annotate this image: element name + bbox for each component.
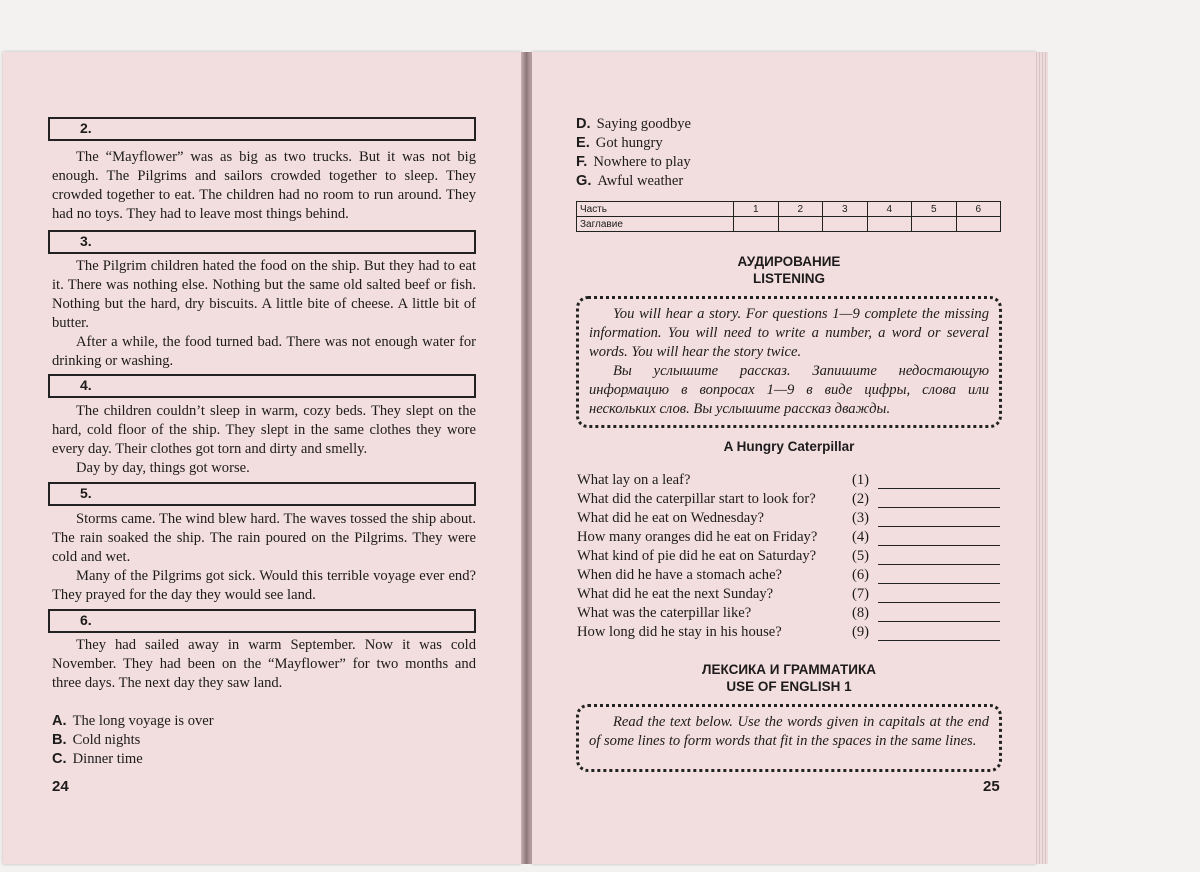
question-number: (6) — [852, 567, 870, 583]
section-header-6 — [48, 609, 476, 633]
answer-line[interactable] — [878, 583, 1000, 584]
section-body-3 — [52, 257, 476, 371]
section-number: 4. — [80, 377, 92, 393]
option-d — [576, 115, 691, 134]
table-row — [577, 217, 1001, 232]
table-row-label: Часть — [577, 202, 734, 217]
table-col-header: 5 — [912, 202, 957, 217]
paragraph: The “Mayflower” was as big as two trucks. But it was not big enough. The Pilgrims and sailors crowded together to sleep. They crowded together to eat. The children had no room to run around. They had no toys. They had to leave most things behind. — [52, 149, 476, 222]
section-number: 2. — [80, 120, 92, 136]
option-letter: D. — [576, 116, 591, 132]
heading-ru: ЛЕКСИКА И ГРАММАТИКА — [702, 662, 876, 677]
option-text: Nowhere to play — [593, 154, 691, 170]
answer-cell[interactable] — [823, 217, 868, 232]
table-col-header: 6 — [956, 202, 1001, 217]
option-text: The long voyage is over — [72, 713, 214, 729]
question-text: What kind of pie did he eat on Saturday? — [577, 548, 817, 564]
page-number-left: 24 — [52, 778, 69, 795]
answer-cell[interactable] — [956, 217, 1001, 232]
question-text: How long did he stay in his house? — [577, 624, 782, 640]
table-col-header: 1 — [734, 202, 779, 217]
answer-table — [576, 201, 1001, 232]
question-number: (2) — [852, 491, 870, 507]
options-list-left — [52, 712, 214, 769]
book-spine — [521, 52, 532, 864]
section-number: 6. — [80, 612, 92, 628]
use-of-english-heading — [576, 661, 1002, 695]
question-number: (3) — [852, 510, 870, 526]
paragraph: After a while, the food turned bad. There was not enough water for drinking or washing. — [52, 334, 476, 369]
option-letter: G. — [576, 173, 592, 189]
table-col-header: 3 — [823, 202, 868, 217]
question-number: (9) — [852, 624, 870, 640]
page-edges — [1036, 52, 1048, 864]
use-of-english-instruction-box — [576, 704, 1002, 772]
section-header-4 — [48, 374, 476, 398]
section-number: 3. — [80, 233, 92, 249]
option-letter: B. — [52, 732, 67, 748]
section-body-5 — [52, 510, 476, 605]
answer-line[interactable] — [878, 526, 1000, 527]
instruction-ru: Вы услышите рассказ. Запишите недостающую информацию в вопросах 1—9 в виде цифры, слова или нескольких слов. Вы услышите рассказ дважды. — [589, 363, 989, 417]
paragraph: Day by day, things got worse. — [76, 460, 250, 476]
section-header-2 — [48, 117, 476, 141]
paragraph: The children couldn’t sleep in warm, cozy beds. They slept on the hard, cold floor of the ship. They slept in the same clothes they wore every day. Their clothes got torn and dirty and smelly. — [52, 403, 476, 457]
option-letter: F. — [576, 154, 588, 170]
option-text: Dinner time — [72, 751, 143, 767]
option-g — [576, 172, 691, 191]
answer-line[interactable] — [878, 602, 1000, 603]
answer-cell[interactable] — [867, 217, 912, 232]
heading-ru: АУДИРОВАНИЕ — [737, 254, 841, 269]
instruction-en: You will hear a story. For questions 1—9 complete the missing information. You will need to write a number, a word or several words. You will hear the story twice. — [589, 306, 989, 360]
question-text: What was the caterpillar like? — [577, 605, 752, 621]
section-number: 5. — [80, 485, 92, 501]
question-text: What did he eat the next Sunday? — [577, 586, 774, 602]
table-row — [577, 202, 1001, 217]
paragraph: They had sailed away in warm September. Now it was cold November. They had been on the “Mayflower” for two months and three days. The next day they saw land. — [52, 637, 476, 691]
question-text: What lay on a leaf? — [577, 472, 691, 488]
section-body-2 — [52, 148, 476, 224]
section-body-4 — [52, 402, 476, 478]
heading-en: LISTENING — [752, 271, 825, 286]
page-number-right: 25 — [983, 778, 1000, 795]
option-a — [52, 712, 214, 731]
option-text: Saying goodbye — [596, 116, 692, 132]
question-text: When did he have a stomach ache? — [577, 567, 783, 583]
question-text: How many oranges did he eat on Friday? — [577, 529, 818, 545]
heading-en: USE OF ENGLISH 1 — [726, 679, 852, 694]
listening-instruction-box — [576, 296, 1002, 428]
answer-cell[interactable] — [912, 217, 957, 232]
answer-line[interactable] — [878, 507, 1000, 508]
paragraph: The Pilgrim children hated the food on the ship. But they had to eat it. There was nothing else. Nothing but the same old salted beef or fish. Nothing but the hard, dry biscuits. A little bite of cheese. A little bit of butter. — [52, 258, 476, 331]
option-text: Awful weather — [597, 173, 684, 189]
option-letter: E. — [576, 135, 590, 151]
answer-cell[interactable] — [778, 217, 823, 232]
question-text: What did he eat on Wednesday? — [577, 510, 764, 526]
instruction-text: Read the text below. Use the words given in capitals at the end of some lines to form words that fit in the spaces in the same lines. — [589, 714, 989, 749]
option-letter: A. — [52, 713, 67, 729]
section-header-5 — [48, 482, 476, 506]
paragraph: Storms came. The wind blew hard. The waves tossed the ship about. The rain soaked the ship. The rain poured on the Pilgrims. They were cold and wet. — [52, 511, 476, 565]
table-col-header: 4 — [867, 202, 912, 217]
option-text: Cold nights — [72, 732, 141, 748]
answer-line[interactable] — [878, 488, 1000, 489]
option-letter: C. — [52, 751, 67, 767]
option-text: Got hungry — [595, 135, 663, 151]
listening-heading — [576, 253, 1002, 287]
option-e — [576, 134, 691, 153]
question-number: (4) — [852, 529, 870, 545]
answer-line[interactable] — [878, 640, 1000, 641]
answer-line[interactable] — [878, 545, 1000, 546]
answer-cell[interactable] — [734, 217, 779, 232]
section-header-3 — [48, 230, 476, 254]
question-number: (5) — [852, 548, 870, 564]
answer-line[interactable] — [878, 621, 1000, 622]
table-row-label: Заглавие — [577, 217, 734, 232]
question-number: (8) — [852, 605, 870, 621]
question-text: What did the caterpillar start to look for? — [577, 491, 816, 507]
story-title: A Hungry Caterpillar — [723, 439, 855, 454]
question-number: (7) — [852, 586, 870, 602]
options-list-right — [576, 115, 691, 191]
option-b — [52, 731, 214, 750]
table-col-header: 2 — [778, 202, 823, 217]
paragraph: Many of the Pilgrims got sick. Would this terrible voyage ever end? They prayed for the day they would see land. — [52, 568, 476, 603]
option-f — [576, 153, 691, 172]
option-c — [52, 750, 214, 769]
answer-line[interactable] — [878, 564, 1000, 565]
question-number: (1) — [852, 472, 870, 488]
section-body-6 — [52, 636, 476, 693]
